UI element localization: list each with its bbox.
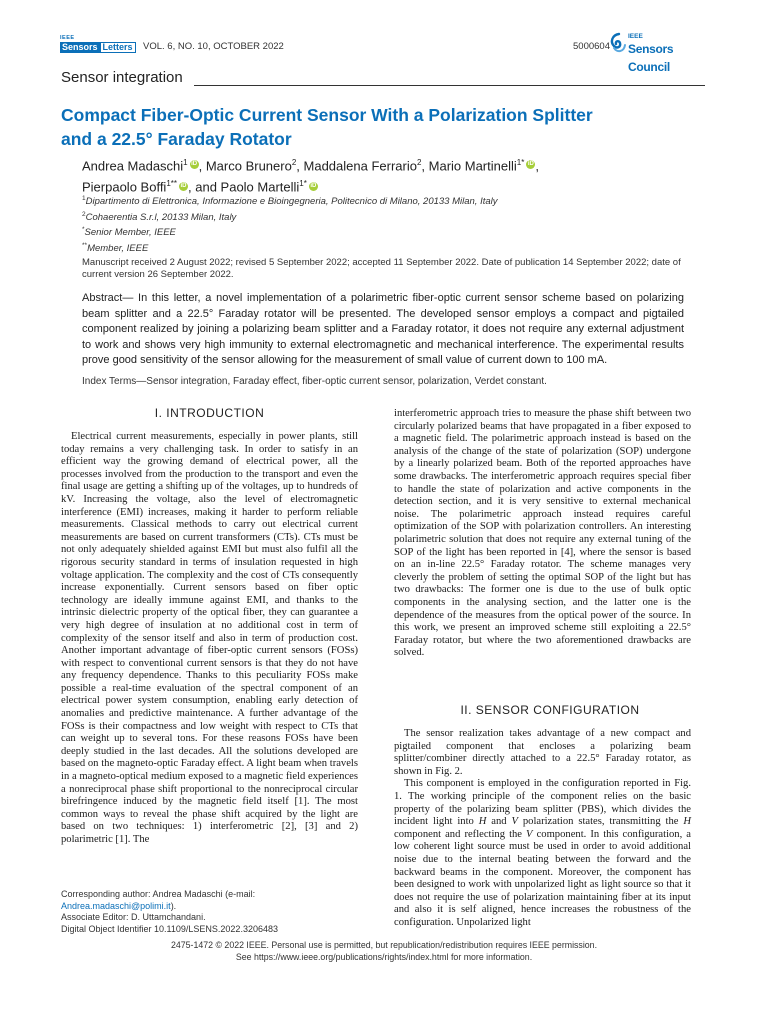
author-name: Pierpaolo Boffi	[82, 179, 167, 195]
config-text: component. In this configuration, a low coherent light source must be used in order to avoid additional noise due to the internal beating between the forward and the backward beams in the component. Moreover, the component has been designed to work with unpolarized light as light source so that it does not require the use of polarization maintaining fiber at its input and also it is self aligned, hence increases the robustness of the configuration. Unpolarized light	[394, 828, 691, 928]
author-name: , Mario Martinelli	[421, 158, 517, 174]
body-column-right-bottom	[394, 728, 691, 930]
author-email-link[interactable]: Andrea.madaschi@polimi.it	[61, 900, 171, 911]
author-affil-sup: 1*	[516, 158, 525, 167]
affiliation-item	[82, 209, 498, 225]
section-rule	[194, 85, 705, 86]
council-name: Sensors Council	[628, 42, 674, 74]
manuscript-dates: Manuscript received 2 August 2022; revised 5 September 2022; accepted 11 September 2022. Date of publication 14 September 2022; date of current version 26 September 2022.	[82, 257, 681, 280]
right-paragraph: interferometric approach tries to measure the phase shift between two circularly polarized beams that have propagated in a fiber exposed to a magnetic field. The polarimetric approach instead is based on the analysis of the change of the state of polarization (SOP) undergone by a linearly polarized beam. Both of the reported approaches have some drawbacks. The interferometric approach requires special fiber to handle the state of polarization and active components in the detection section, and it is very sensitive to external mechanical noise. The polarimetric approach instead requires careful optimization of the SOP with polarization controllers. An interesting polarimetric solution that does not require any external tuning of the SOP of the light has been reported in [4], where the sensor is based on an in-line 22.5° Faraday rotator. The scheme manages very cleverly the problem of setting the optimal SOP of the light but has two drawbacks: The former one is due to the use of bulk optic components in the analysing section, and the latter one is the dependence of the measures from the optical power of the source. In this work, we present an improved scheme still exploiting a 22.5° Faraday rotator, but where the two aforementioned drawbacks are solved.	[394, 408, 691, 659]
author-name: , and Paolo Martelli	[188, 179, 300, 195]
author-name: Andrea Madaschi	[82, 158, 184, 174]
footnote-text: ).	[170, 900, 177, 911]
journal-logo-ieee: IEEE	[60, 35, 75, 41]
config-text: This component is employed in the configuration reported in Fig. 1. The working principle of the component relies on the basic property of the polarizing beam splitter (PBS), which divides the incident light into	[394, 778, 691, 828]
orcid-icon[interactable]: iD	[180, 182, 187, 189]
affiliation-text: Cohaerentia S.r.l, 20133 Milan, Italy	[85, 211, 237, 223]
sensors-council-swirl-icon	[609, 32, 627, 54]
volume-info: VOL. 6, NO. 10, OCTOBER 2022	[143, 41, 284, 52]
paper-title-line2: and a 22.5° Faraday Rotator	[61, 129, 292, 149]
affiliation-text: Member, IEEE	[87, 243, 149, 255]
article-number: 5000604	[573, 41, 610, 52]
author-affil-sup: 1	[183, 158, 188, 167]
math-symbol: V	[526, 828, 533, 840]
math-symbol: H	[683, 816, 691, 828]
corresponding-author	[61, 889, 361, 912]
math-symbol: V	[511, 816, 518, 828]
author-name: , Marco Brunero	[198, 158, 292, 174]
body-column-left	[61, 431, 358, 847]
journal-logo-sensors: Sensors	[62, 42, 98, 52]
math-symbol: H	[478, 816, 487, 828]
footnote	[61, 889, 361, 935]
affiliation-sup: **	[82, 241, 88, 249]
council-ieee: IEEE	[628, 33, 643, 40]
config-text: component and reflecting the	[394, 828, 527, 840]
author-affil-sup: 1*	[299, 179, 307, 189]
copyright-notice	[0, 939, 768, 963]
author-list: Andrea Madaschi$^1$ iD , Marco Brunero$^2$, Maddalena Ferrario$^2$, Mario Martinelli$^{1*}$ iD , Pierpaolo Boffi$^{1**}$ iD , and Paolo Martelli$^{1*}$ iD	[82, 158, 539, 195]
associate-editor: Associate Editor: D. Uttamchandani.	[61, 912, 206, 922]
config-text: polarization states, transmitting the	[517, 816, 684, 828]
section-label: Sensor integration	[61, 69, 183, 86]
affiliation-item	[82, 224, 498, 240]
affiliation-item	[82, 193, 498, 209]
affiliation-item	[82, 240, 498, 256]
affiliation-sup: *	[82, 226, 85, 234]
section-heading-introduction: I. INTRODUCTION	[154, 406, 265, 420]
config-paragraph-2	[394, 778, 691, 929]
paper-title-line1: Compact Fiber-Optic Current Sensor With a Polarization Splitter	[61, 105, 593, 125]
index-terms: Index Terms—Sensor integration, Faraday effect, fiber-optic current sensor, polarization, Verdet constant.	[82, 376, 547, 387]
section-heading-sensor-configuration: II. SENSOR CONFIGURATION	[460, 703, 640, 717]
config-text: and	[486, 816, 512, 828]
affiliation-sup: 1	[82, 195, 86, 202]
orcid-icon[interactable]: iD	[527, 161, 534, 168]
doi: Digital Object Identifier 10.1109/LSENS.2022.3206483	[61, 923, 278, 934]
body-column-right-top	[394, 408, 691, 660]
orcid-icon[interactable]: iD	[310, 182, 317, 189]
affiliation-text: Senior Member, IEEE	[84, 227, 176, 239]
footnote-text: Corresponding author: Andrea Madaschi (e-mail:	[61, 889, 256, 899]
journal-logo	[60, 37, 140, 55]
affiliations	[82, 193, 498, 256]
orcid-icon[interactable]: iD	[191, 161, 198, 168]
copyright-line1: 2475-1472 © 2022 IEEE. Personal use is permitted, but republication/redistribution requires IEEE permission.	[170, 940, 598, 950]
author-affil-sup: 1**	[166, 179, 178, 189]
sensors-council-logo	[609, 32, 709, 74]
paper-title	[61, 103, 711, 151]
author-affil-sup: 2	[416, 158, 422, 167]
abstract: Abstract— In this letter, a novel implementation of a polarimetric fiber-optic current sensor scheme based on polarizing beam splitter and a 22.5° Faraday rotator will be presented. The developed sensor employs a compact and pigtailed component realized by joining a polarizing beam splitter and a Faraday rotator, it does not require any external adjustment to work and shows very high immunity to external electromagnetic and mechanical interference. The experimental results prove good sensitivity of the sensor allowing for the measurement of small value of current down to 100 mA.	[82, 292, 684, 366]
affiliation-sup: 2	[82, 210, 86, 218]
journal-logo-letters: Letters	[100, 42, 136, 53]
author-name: , Maddalena Ferrario	[296, 158, 417, 174]
config-paragraph-1: The sensor realization takes advantage of a new compact and pigtailed component that encloses a polarizing beam splitter/combiner directly attached to a 22.5° Faraday rotator, as shown in Fig. 2.	[394, 728, 691, 777]
affiliation-text: Dipartimento di Elettronica, Informazione e Bioingegneria, Politecnico di Milano, 20133 Milan, Italy	[85, 196, 498, 208]
intro-paragraph: Electrical current measurements, especially in power plants, still today remains a very challenging task. In order to satisfy in an efficient way the growing demand of electrical power, all the processes involved from the production to the transport and even the final usage are getting a shifting up of the voltages, up to hundreds of kV. Increasing the voltage, also the level of electromagnetic interference (EMI) increases, making it harder to perform reliable measurements. Classical methods to carry out electrical current measurements are based on current transformers (CTs). CTs must be not only adequately shielded against EMI but must also fulfil all the rigorous security standard in terms of insulation requested in high voltage application. The complexity and the cost of CTs consequently increase exponentially. Current sensors based on fiber optic technology are ideally immune against EMI, and thanks to the intrinsic dielectric property of the optical fiber, they can guarantee a very high degree of insulation at no additional cost in term of complexity of the sensor itself and also in term of production cost. Another important advantage of fiber-optic current sensors (FOSs) with respect to conventional current sensors is that they do not have any frequency dependence. Thanks to this peculiarity FOSs make possible a real-time evaluation of the spectral component of an electrical power system consumption, enabling early detection of anomalies and predictive maintenance. A further advantage of the FOSs is their compactness and low weight with respect to CTs that can weight up to several tons. For these reasons FOSs have been deeply studied in the last decades. All the solutions developed are based on the magneto-optic Faraday effect. A light beam when travels in a magneto-optical medium exposed to a magnetic field experiences a nonreciprocal phase shift proportional to the nonreciprocal circular birefringence induced by the magnetic field itself [1]. The most common ways to reveal the phase shift acquired by the light are based on two techniques: 1) interferometric [2], [3] and 2) polarimetric [1]. The	[61, 431, 358, 845]
author-affil-sup: 2	[291, 158, 297, 167]
copyright-line2[interactable]: See https://www.ieee.org/publications/rights/index.html for more information.	[235, 952, 533, 962]
